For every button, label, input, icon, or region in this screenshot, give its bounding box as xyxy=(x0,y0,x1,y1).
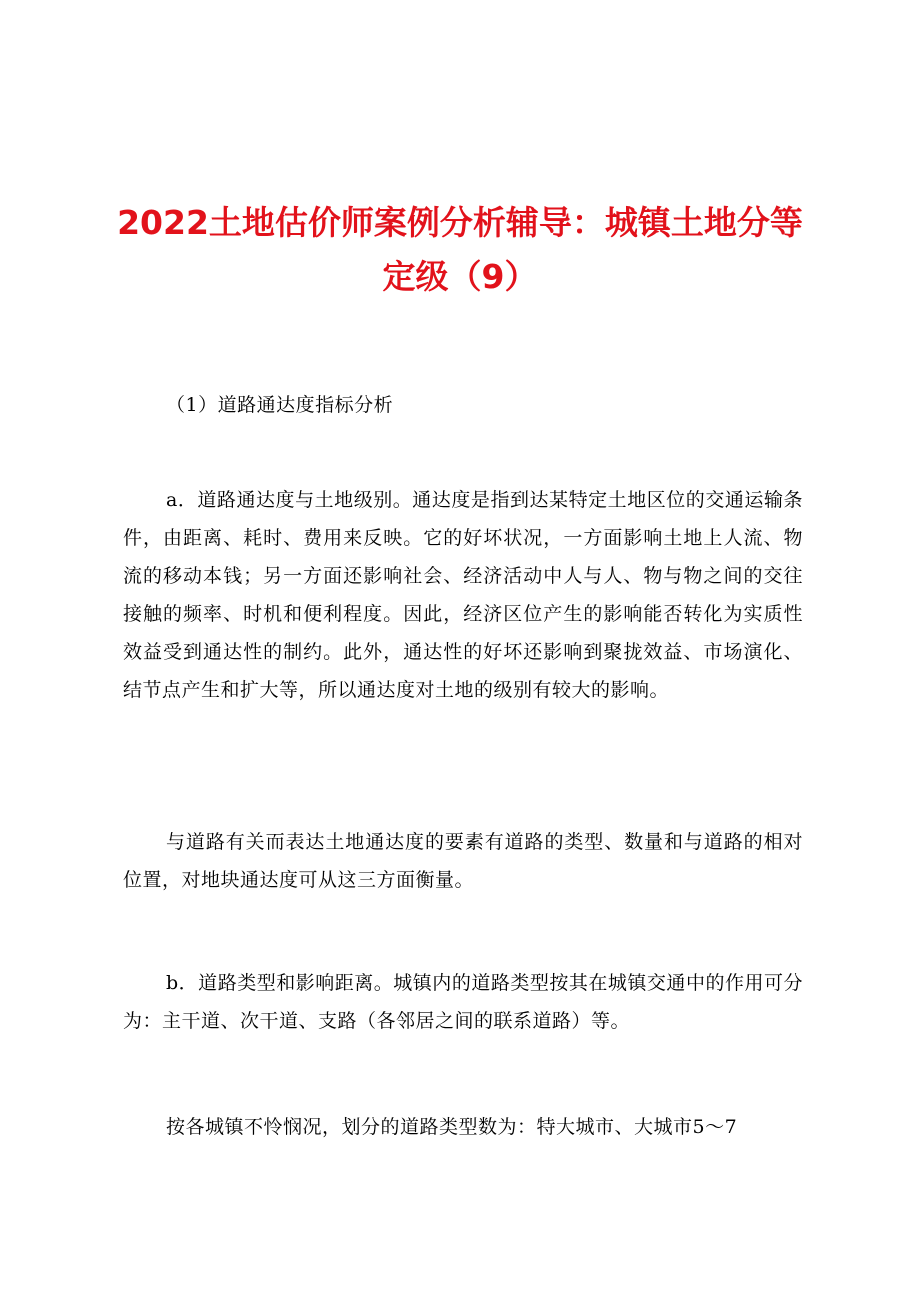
paragraph-a: a．道路通达度与土地级别。通达度是指到达某特定土地区位的交通运输条件，由距离、耗时、费用来反映。它的好坏状况，一方面影响土地上人流、物流的移动本钱；另一方面还影响社会、经济活动中人与人、物与物之间的交往接触的频率、时机和便利程度。因此，经济区位产生的影响能否转化为实质性效益受到通达性的制约。此外，通达性的好坏还影响到聚拢效益、市场演化、结节点产生和扩大等，所以通达度对土地的级别有较大的影响。 xyxy=(123,489,803,701)
section-heading: （1）道路通达度指标分析 xyxy=(166,394,394,416)
title-line-2: 定级（9） xyxy=(382,257,538,296)
title-line-1: 2022土地估价师案例分析辅导：城镇土地分等 xyxy=(117,203,803,242)
paragraph-c: 按各城镇不怜悯况，划分的道路类型数为：特大城市、大城市5～7 xyxy=(166,1116,738,1138)
paragraph-b: b．道路类型和影响距离。城镇内的道路类型按其在城镇交通中的作用可分为：主干道、次干道、支路（各邻居之间的联系道路）等。 xyxy=(123,972,803,1032)
paragraph-a-continued: 与道路有关而表达土地通达度的要素有道路的类型、数量和与道路的相对位置，对地块通达度可从这三方面衡量。 xyxy=(123,831,803,891)
document-title xyxy=(100,196,820,304)
